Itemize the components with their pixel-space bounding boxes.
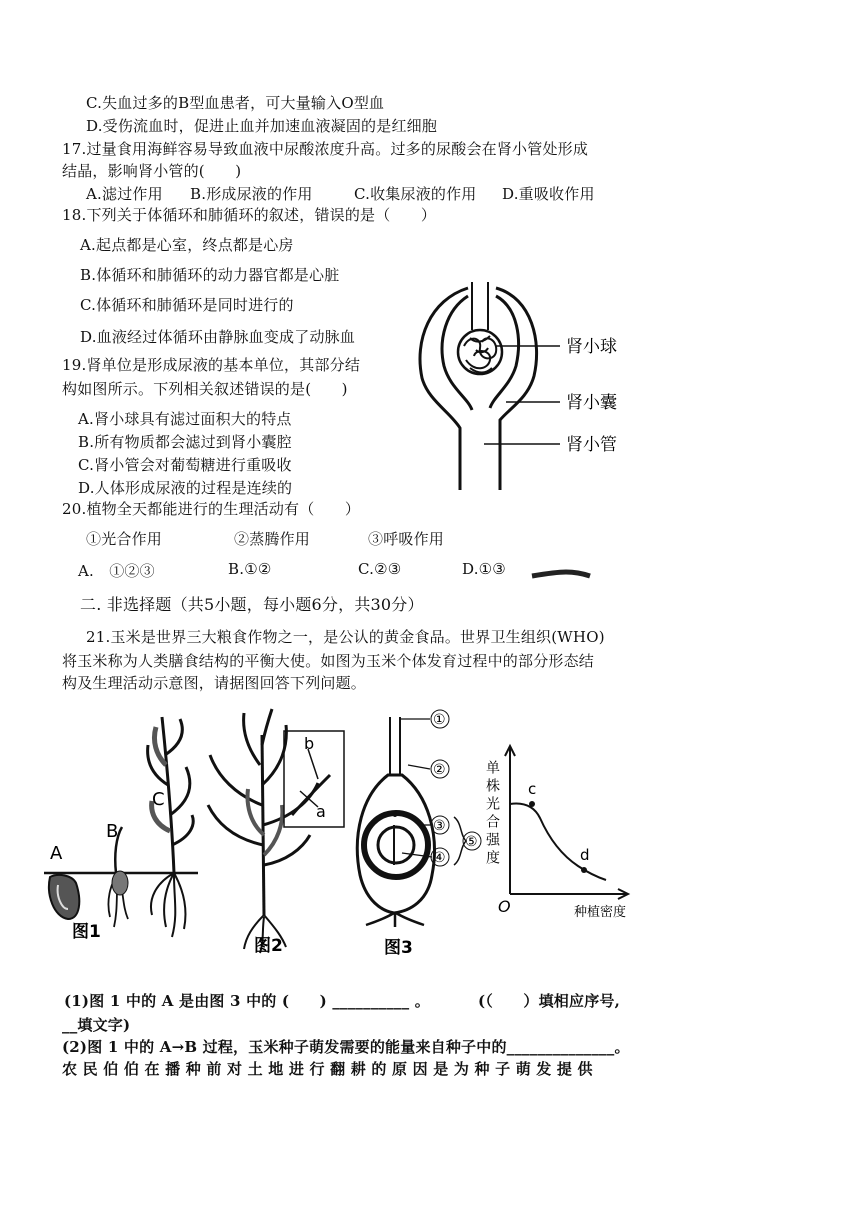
q21-intro-line2: 将玉米称为人类膳食结构的平衡大使。如图为玉米个体发育过程中的部分形态结	[62, 652, 595, 670]
q17-stem-line1: 17.过量食用海鲜容易导致血液中尿酸浓度升高。过多的尿酸会在肾小管处形成	[62, 140, 589, 158]
label-glomerulus: 肾小球	[566, 337, 617, 357]
q20-option-c: C.②③	[358, 560, 402, 578]
q21-sub1-note-2: __填文字)	[62, 1016, 131, 1034]
fig3-label-4: ④	[433, 850, 446, 866]
section-2-title: 二. 非选择题（共5小题，每小题6分，共30分）	[80, 595, 424, 614]
q21-intro-line1: 21.玉米是世界三大粮食作物之一，是公认的黄金食品。世界卫生组织(WHO)	[86, 628, 605, 646]
q16-option-c: C.失血过多的B型血患者，可大量输入O型血	[86, 94, 385, 112]
q18-option-d: D.血液经过体循环由静脉血变成了动脉血	[80, 328, 356, 346]
fig2-caption: 图2	[254, 936, 283, 956]
q19-option-b: B.所有物质都会滤过到肾小囊腔	[78, 433, 292, 451]
q17-stem-line2: 结晶，影响肾小管的( )	[62, 162, 242, 180]
q18-stem: 18.下列关于体循环和肺循环的叙述，错误的是（ ）	[62, 206, 437, 224]
fig1-label-b: B	[106, 821, 119, 842]
q21-sub1-note: (（ ）填相应序号,	[478, 992, 621, 1010]
figure-3-seed-section	[348, 705, 488, 960]
q17-option-b: B.形成尿液的作用	[190, 185, 313, 203]
fig4-point-d: d	[580, 846, 590, 864]
q17-option-a: A.滤过作用	[86, 185, 163, 203]
fig3-label-2: ②	[433, 762, 446, 778]
q19-stem-line1: 19.肾单位是形成尿液的基本单位，其部分结	[62, 356, 361, 374]
figure-4-curve	[484, 740, 638, 930]
fig1-label-c: C	[152, 789, 165, 810]
q20-option-d: D.①③	[462, 560, 506, 578]
q21-sub2: (2)图 1 中的 A→B 过程，玉米种子萌发需要的能量来自种子中的______________。	[62, 1038, 630, 1056]
label-renal-capsule: 肾小囊	[566, 393, 617, 413]
q18-option-b: B.体循环和肺循环的动力器官都是心脏	[80, 266, 340, 284]
fig2-label-a: a	[316, 802, 326, 821]
fig3-label-3: ③	[433, 818, 446, 834]
q20-stem: 20.植物全天都能进行的生理活动有（ ）	[62, 500, 361, 518]
q18-option-c: C.体循环和肺循环是同时进行的	[80, 296, 294, 314]
q21-intro-line3: 构及生理活动示意图，请据图回答下列问题。	[62, 674, 367, 692]
fig2-label-b: b	[304, 734, 315, 753]
q19-option-c: C.肾小管会对葡萄糖进行重吸收	[78, 456, 292, 474]
fig3-caption: 图3	[384, 938, 413, 958]
fig3-label-5: ⑤	[465, 834, 478, 850]
ink-smudge	[530, 566, 594, 582]
fig1-label-a: A	[50, 843, 63, 864]
q19-stem-line2: 构如图所示。下列相关叙述错误的是( )	[62, 380, 348, 398]
fig4-xlabel: 种植密度	[574, 905, 627, 920]
q20-option-a: A. ①②③	[78, 562, 155, 580]
fig4-origin: O	[498, 897, 511, 916]
q21-sub1: (1)图 1 中的 A 是由图 3 中的 ( ) __________ 。	[64, 992, 430, 1010]
figure-2-corn-plant	[200, 705, 350, 965]
fig3-label-1: ①	[433, 712, 446, 728]
q20-item-3: ③呼吸作用	[368, 530, 445, 548]
nephron-figure	[410, 280, 650, 495]
figure-1-germination	[40, 705, 200, 950]
q17-option-c: C.收集尿液的作用	[354, 185, 477, 203]
fig1-caption: 图1	[72, 922, 101, 942]
q19-option-a: A.肾小球具有滤过面积大的特点	[78, 410, 292, 428]
q20-option-b: B.①②	[228, 560, 272, 578]
q20-item-1: ①光合作用	[86, 530, 163, 548]
q16-option-d: D.受伤流血时，促进止血并加速血液凝固的是红细胞	[86, 117, 438, 135]
q20-item-2: ②蒸腾作用	[234, 530, 311, 548]
q19-option-d: D.人体形成尿液的过程是连续的	[78, 479, 293, 497]
fig4-point-c: c	[528, 780, 537, 798]
q17-option-d: D.重吸收作用	[502, 185, 595, 203]
svg-text:单株光合强度: 单株光合强度	[484, 760, 500, 868]
fig4-ylabel	[484, 760, 500, 868]
label-renal-tubule: 肾小管	[566, 435, 617, 455]
q18-option-a: A.起点都是心室，终点都是心房	[80, 236, 294, 254]
q21-sub2-cont: 农 民 伯 伯 在 播 种 前 对 土 地 进 行 翻 耕 的 原 因 是 为 种 子 萌 发 提 供	[62, 1060, 593, 1078]
